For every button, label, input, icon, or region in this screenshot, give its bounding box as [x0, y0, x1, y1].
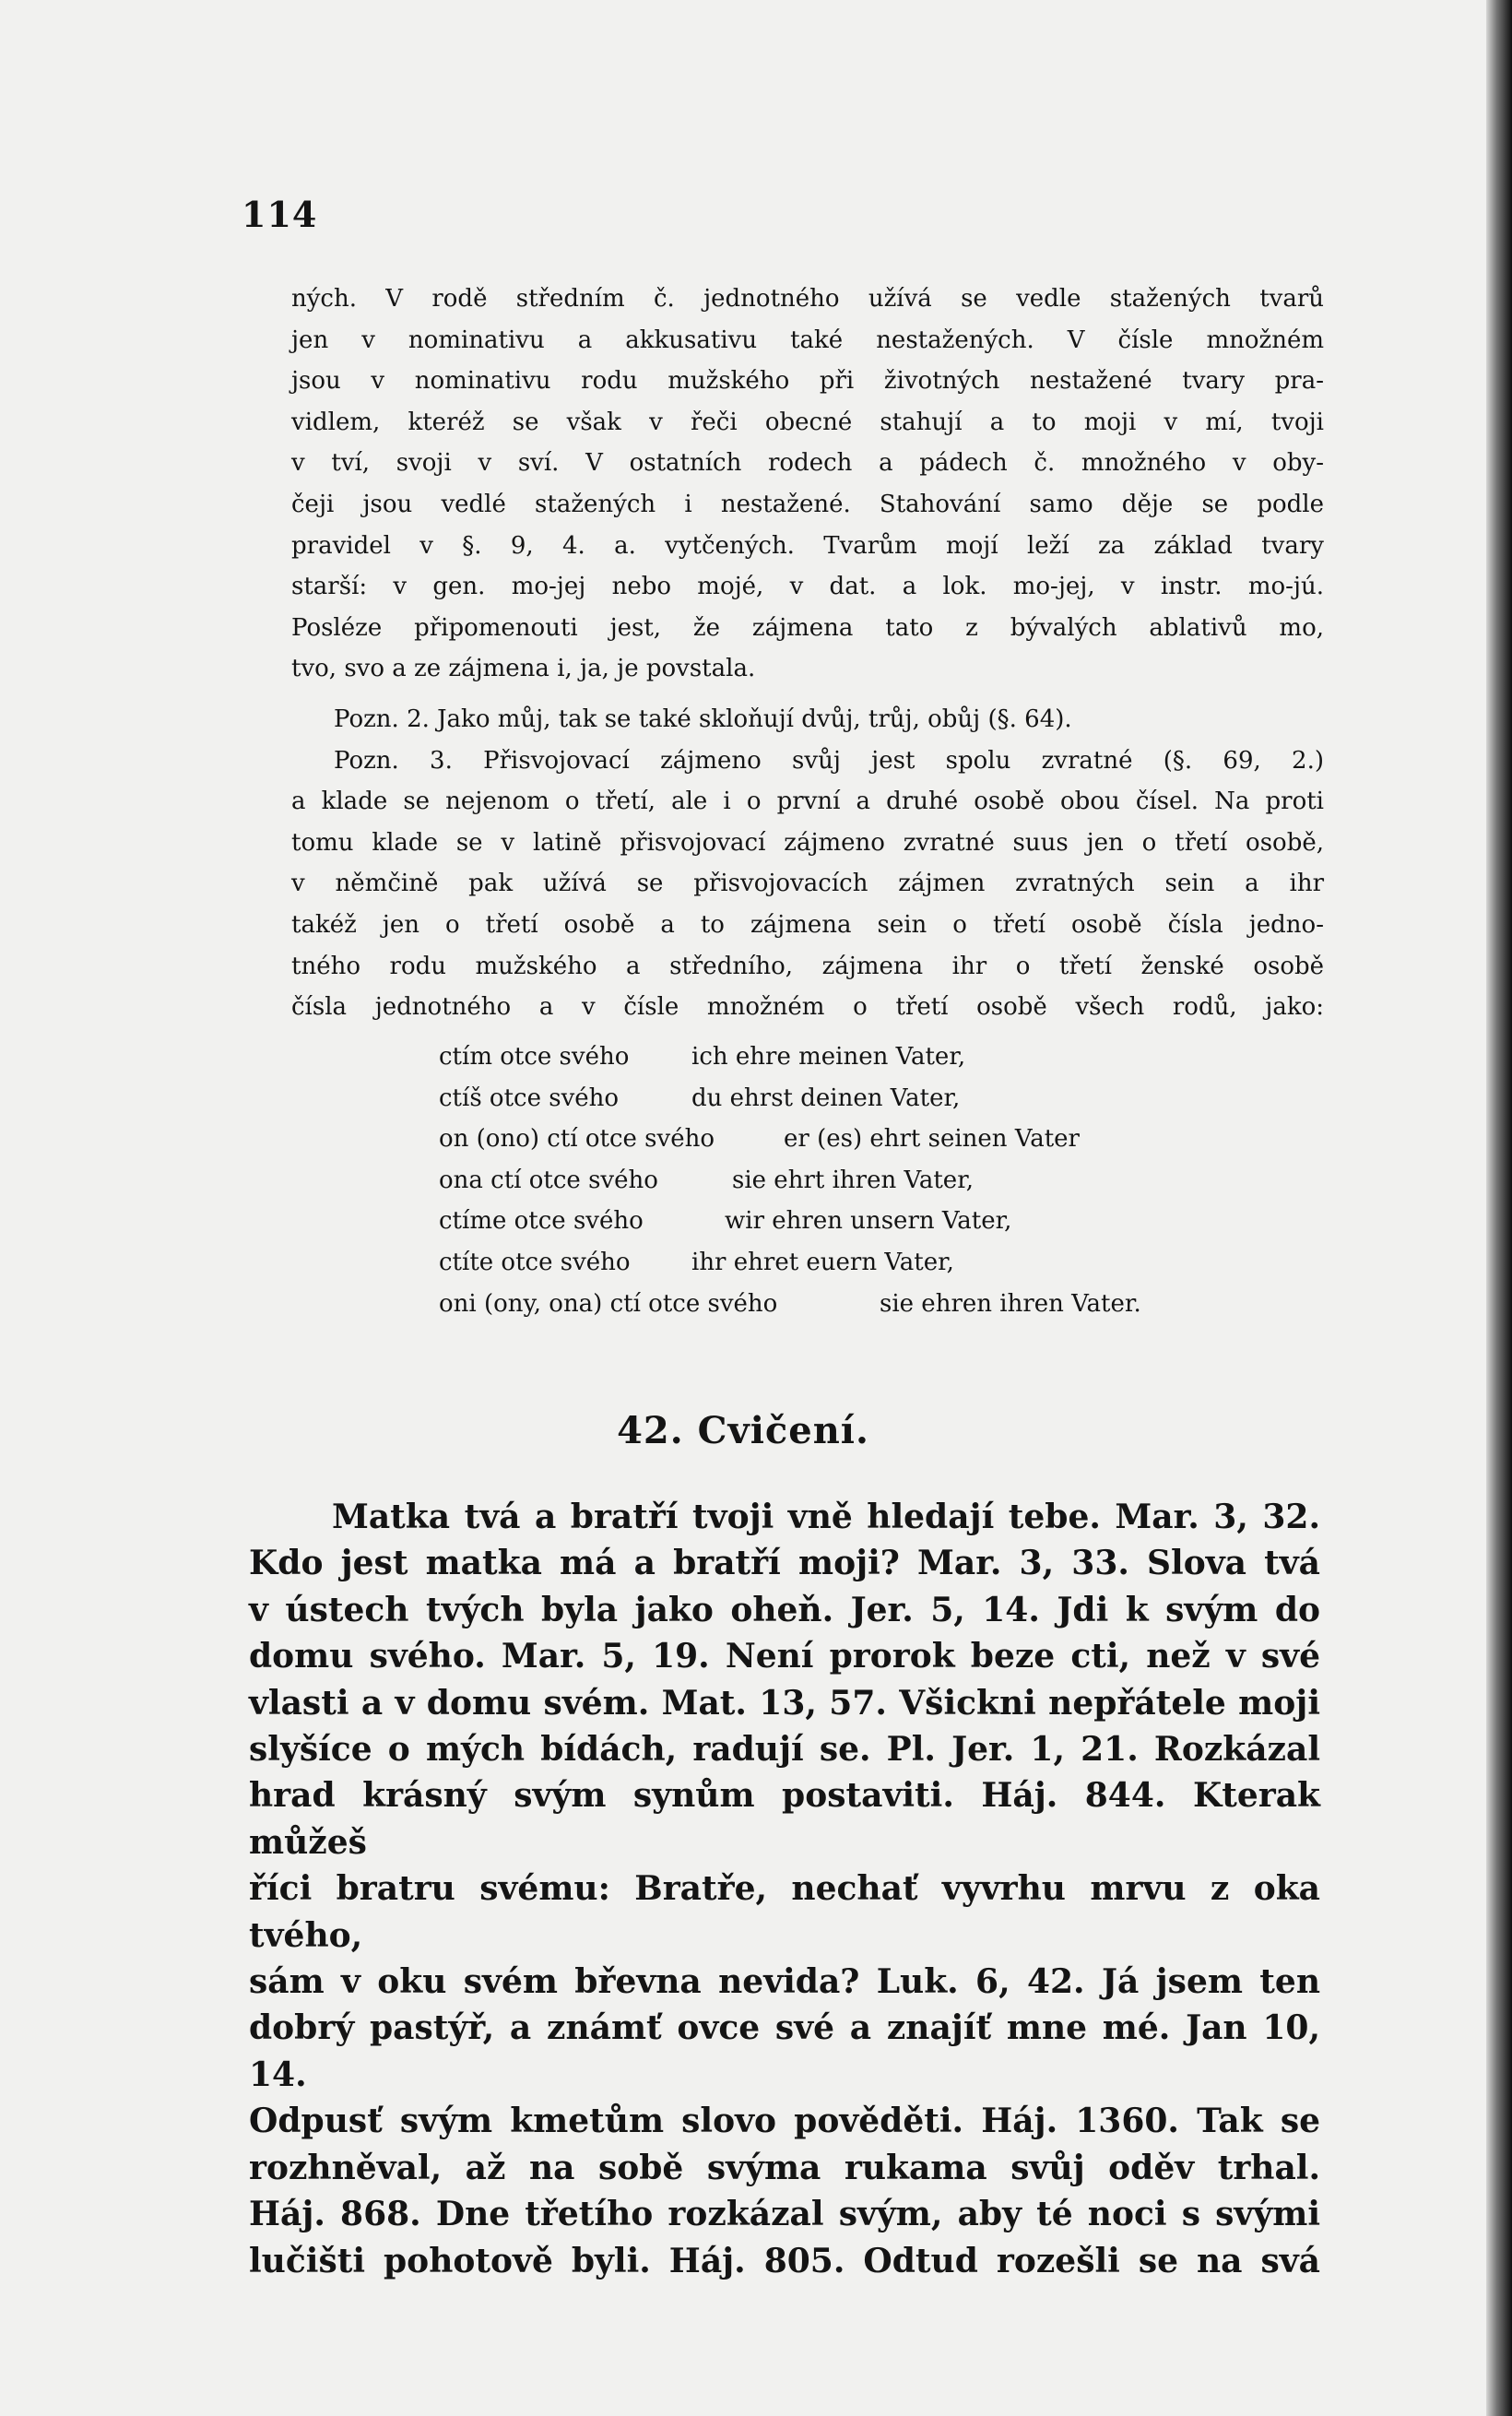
- example-row: [439, 1201, 1141, 1242]
- example-czech: ctíš otce svého: [439, 1084, 620, 1112]
- text-line: čeji jsou vedlé stažených i nestažené. Stahování samo děje se podle: [291, 490, 1324, 518]
- paragraph: [291, 278, 1324, 690]
- page-number: 114: [242, 194, 318, 235]
- example-czech: ctím otce svého: [439, 1043, 630, 1071]
- section-title: 42. Cvičení.: [617, 1409, 869, 1452]
- example-german: sie ehrt ihren Vater,: [732, 1166, 975, 1194]
- text-line: v tví, svoji v sví. V ostatních rodech a pádech č. množného v oby-: [291, 449, 1324, 478]
- exercise-text: [249, 1494, 1320, 2284]
- exercise-line: slyšíce o mých bídách, radují se. Pl. Jer. 1, 21. Rozkázal: [249, 1730, 1320, 1770]
- text-line: a klade se nejenom o třetí, ale i o první a druhé osobě obou čísel. Na proti: [291, 788, 1324, 816]
- example-row: [439, 1119, 1141, 1160]
- note-2: Pozn. 2. Jako můj, tak se také skloňují dvůj, trůj, obůj (§. 64).: [334, 705, 1072, 733]
- example-czech: ctíte otce svého: [439, 1248, 631, 1276]
- notes: [291, 699, 1324, 1028]
- exercise-line: říci bratru svému: Bratře, nechať vyvrhu mrvu z oka tvého,: [249, 1869, 1320, 1955]
- text-line: jsou v nominativu rodu mužského při životných nestažené tvary pra-: [291, 367, 1324, 396]
- example-german: ich ehre meinen Vater,: [691, 1043, 966, 1071]
- example-table: [439, 1036, 1141, 1324]
- example-czech: ctíme otce svého: [439, 1207, 644, 1236]
- page-spine-edge: [1486, 0, 1512, 2416]
- text-line: ných. V rodě středním č. jednotného užívá se vedle stažených tvarů: [291, 285, 1324, 313]
- example-czech: ona ctí otce svého: [439, 1166, 658, 1194]
- exercise-line: v ústech tvých byla jako oheň. Jer. 5, 14. Jdi k svým do: [249, 1590, 1320, 1629]
- exercise-line: Matka tvá a bratří tvoji vně hledají tebe. Mar. 3, 32.: [332, 1498, 1320, 1536]
- text-line: v němčině pak užívá se přisvojovacích zájmen zvratných sein a ihr: [291, 870, 1324, 898]
- exercise-line: sám v oku svém břevna nevida? Luk. 6, 42. Já jsem ten: [249, 1962, 1320, 2002]
- exercise-line: lučišti pohotově byli. Háj. 805. Odtud rozešli se na svá: [249, 2241, 1320, 2280]
- exercise-line: Háj. 868. Dne třetího rozkázal svým, aby té noci s svými: [249, 2195, 1320, 2234]
- text-line: tného rodu mužského a středního, zájmena ihr o třetí ženské osobě: [291, 952, 1324, 980]
- text-line: vidlem, kteréž se však v řeči obecné stahují a to moji v mí, tvoji: [291, 408, 1324, 436]
- exercise-line: dobrý pastýř, a známť ovce své a znajíť mne mé. Jan 10, 14.: [249, 2008, 1320, 2094]
- example-row: [439, 1242, 1141, 1284]
- example-german: wir ehren unsern Vater,: [725, 1207, 1012, 1236]
- text-line: pravidel v §. 9, 4. a. vytčených. Tvarům mojí leží za základ tvary: [291, 531, 1324, 560]
- exercise-line: hrad krásný svým synům postaviti. Háj. 844. Kterak můžeš: [249, 1776, 1320, 1862]
- text-line: tvo, svo a ze zájmena i, ja, je povstala.: [291, 655, 756, 683]
- note-3: Pozn. 3. Přisvojovací zájmeno svůj jest spolu zvratné (§. 69, 2.): [334, 746, 1324, 775]
- example-german: du ehrst deinen Vater,: [691, 1084, 961, 1112]
- example-row: [439, 1284, 1141, 1325]
- exercise-line: rozhněval, až na sobě svýma rukama svůj oděv trhal.: [249, 2148, 1320, 2187]
- example-czech: oni (ony, ona) ctí otce svého: [439, 1289, 778, 1318]
- text-line: Posléze připomenouti jest, že zájmena tato z bývalých ablativů mo,: [291, 613, 1324, 642]
- exercise-line: Kdo jest matka má a bratří moji? Mar. 3, 33. Slova tvá: [249, 1544, 1320, 1583]
- exercise-line: domu svého. Mar. 5, 19. Není prorok beze cti, než v své: [249, 1637, 1320, 1676]
- example-german: ihr ehret euern Vater,: [691, 1248, 954, 1276]
- text-line: takéž jen o třetí osobě a to zájmena sein o třetí osobě čísla jedno-: [291, 910, 1324, 939]
- text-line: tomu klade se v latině přisvojovací zájmeno zvratné suus jen o třetí osobě,: [291, 828, 1324, 857]
- text-line: čísla jednotného a v čísle množném o třetí osobě všech rodů, jako:: [291, 993, 1324, 1022]
- exercise-line: vlasti a v domu svém. Mat. 13, 57. Všickni nepřátele moji: [249, 1683, 1320, 1723]
- example-czech: on (ono) ctí otce svého: [439, 1125, 715, 1154]
- text-line: starší: v gen. mo-jej nebo mojé, v dat. a lok. mo-jej, v instr. mo-jú.: [291, 573, 1324, 601]
- example-row: [439, 1078, 1141, 1119]
- example-german: er (es) ehrt seinen Vater: [784, 1125, 1080, 1154]
- example-row: [439, 1036, 1141, 1078]
- text-line: jen v nominativu a akkusativu také nestažených. V čísle množném: [291, 326, 1324, 354]
- exercise-line: Odpusť svým kmetům slovo pověděti. Háj. 1360. Tak se: [249, 2102, 1320, 2141]
- example-german: sie ehren ihren Vater.: [880, 1289, 1141, 1318]
- example-row: [439, 1160, 1141, 1202]
